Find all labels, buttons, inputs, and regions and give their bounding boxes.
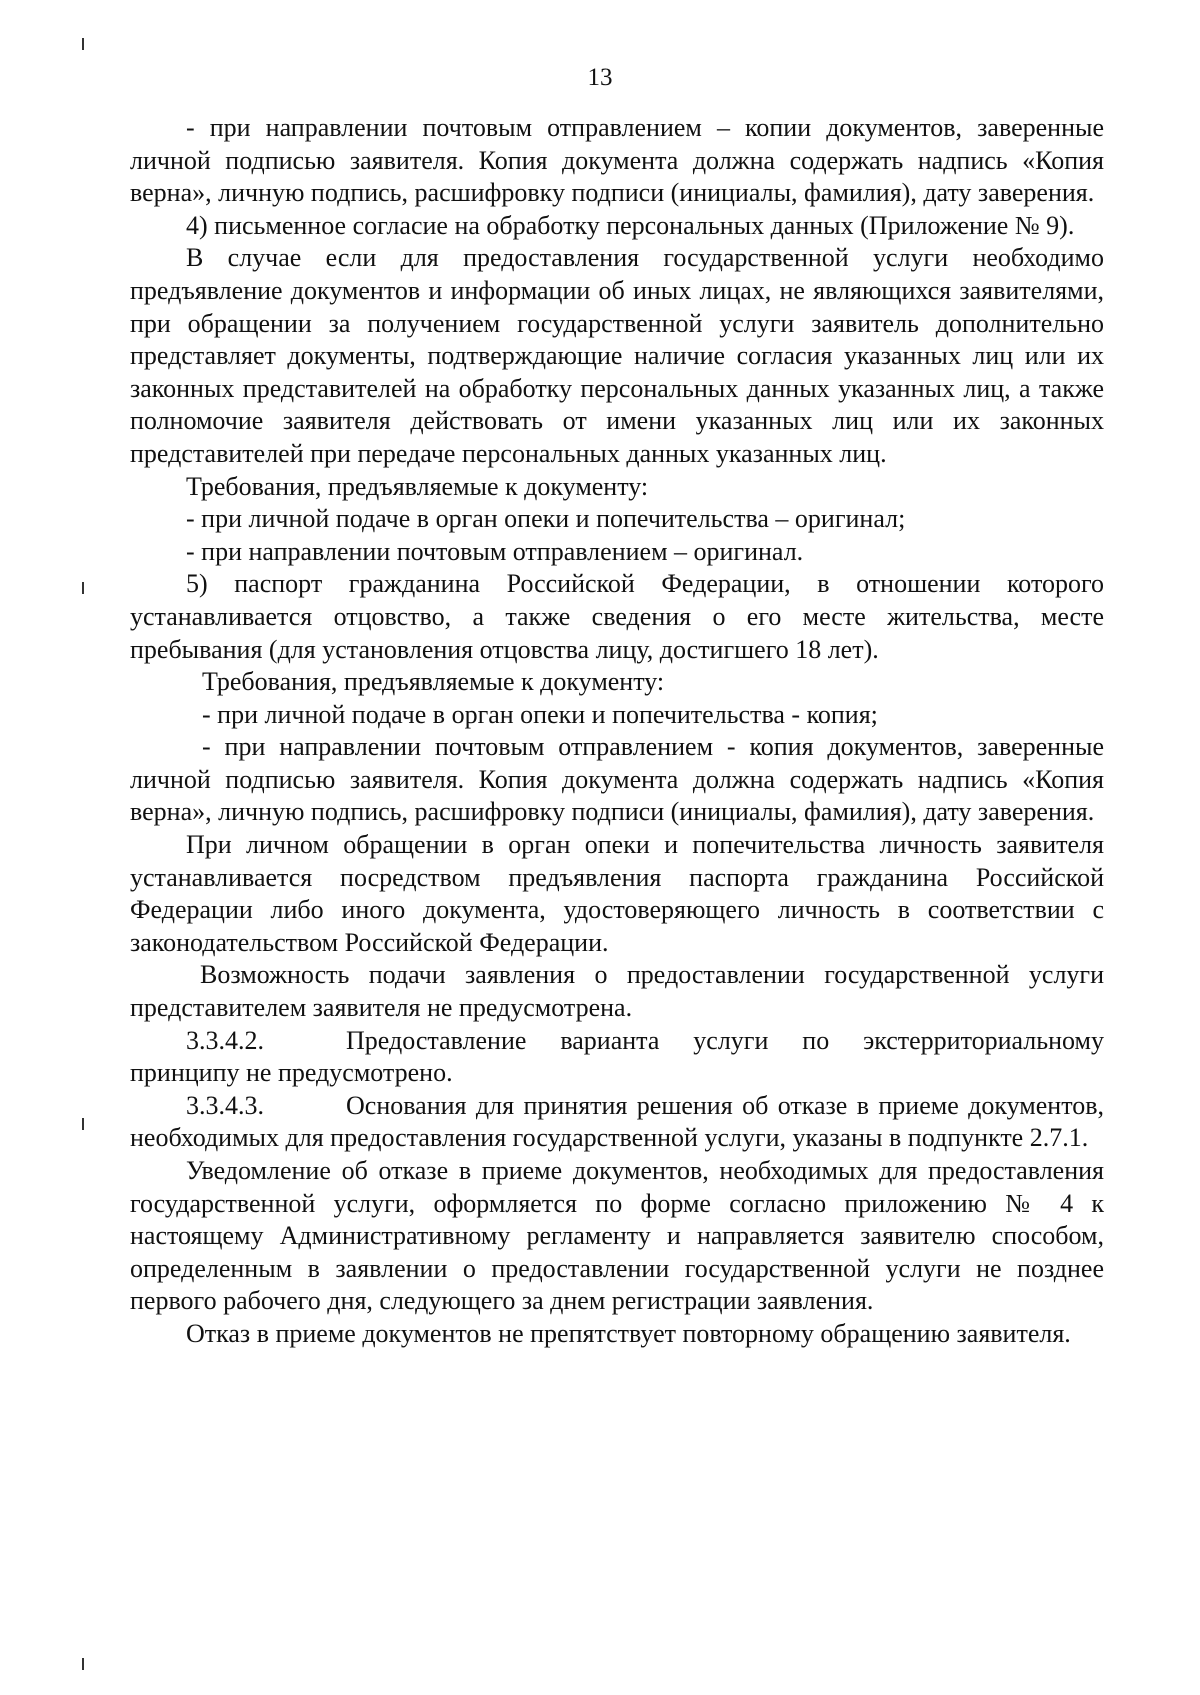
paragraph-refusal-notice: Уведомление об отказе в приеме документов, необходимых для предоставления государственной услуги, оформляется по форме согласно приложению № 4 к настоящему Административному регламенту и направляется заявителю способом, определенным в заявлении о предоставлении государственной услуги не позднее первого рабочего дня, следующего за днем регистрации заявления. [130,1156,1104,1316]
paragraph-third-party-docs: В случае если для предоставления государственной услуги необходимо предъявление документов и информации об иных лицах, не являющихся заявителями, при обращении за получением государственной услуги заявитель дополнительно представляет документы, подтверждающие наличие согласия указанных лиц или их законных представителей на обработку персональных данных указанных лиц, а также полномочие заявителя действовать от имени указанных лиц или их законных представителей при передаче персональных данных указанных лиц. [130,243,1104,468]
paragraph-requirements-heading-2: Требования, предъявляемые к документу: [202,667,665,697]
paragraph-personal-original: - при личной подаче в орган опеки и попечительства – оригинал; [186,504,906,534]
clause-number: 3.3.4.2. [186,1025,264,1055]
margin-mark [82,1658,84,1670]
document-body [130,112,1104,1351]
clause-number: 3.3.4.3. [186,1090,264,1120]
paragraph-identity: При личном обращении в орган опеки и попечительства личность заявителя устанавливается посредством предъявления паспорта гражданина Российской Федерации либо иного документа, удостоверяющего личность в соответствии с законодательством Российской Федерации. [130,830,1104,957]
paragraph-postal-original: - при направлении почтовым отправлением – оригинал. [186,536,804,566]
margin-mark [82,582,84,594]
paragraph-refusal-no-obstacle: Отказ в приеме документов не препятствует повторному обращению заявителя. [186,1318,1071,1348]
paragraph-postal-copy-2: - при направлении почтовым отправлением - копия документов, заверенные личной подписью заявителя. Копия документа должна содержать надпись «Копия верна», личную подпись, расшифровку подписи (инициалы, фамилия), дату заверения. [130,732,1104,827]
clause-text: Предоставление варианта услуги по экстерриториальному принципу не предусмотрено. [130,1025,1104,1088]
paragraph-personal-copy: - при личной подаче в орган опеки и попечительства - копия; [202,699,878,729]
page-number: 13 [587,64,613,91]
margin-mark [82,1118,84,1130]
paragraph-representative: Возможность подачи заявления о предоставлении государственной услуги представителем заявителя не предусмотрена. [130,960,1104,1023]
paragraph-requirements-heading: Требования, предъявляемые к документу: [186,471,649,501]
paragraph-postal-copy: - при направлении почтовым отправлением – копии документов, заверенные личной подписью заявителя. Копия документа должна содержать надпись «Копия верна», личную подпись, расшифровку подписи (инициалы, фамилия), дату заверения. [130,113,1104,208]
margin-mark [82,38,84,50]
paragraph-consent-item: 4) письменное согласие на обработку персональных данных (Приложение № 9). [186,210,1075,240]
paragraph-3-3-4-2 [130,1025,1104,1090]
clause-text: Основания для принятия решения об отказе в приеме документов, необходимых для предоставления государственной услуги, указаны в подпункте 2.7.1. [130,1090,1104,1153]
paragraph-3-3-4-3 [130,1090,1104,1155]
paragraph-passport-item: 5) паспорт гражданина Российской Федерации, в отношении которого устанавливается отцовство, а также сведения о его месте жительства, месте пребывания (для установления отцовства лицу, достигшего 18 лет). [130,569,1104,664]
